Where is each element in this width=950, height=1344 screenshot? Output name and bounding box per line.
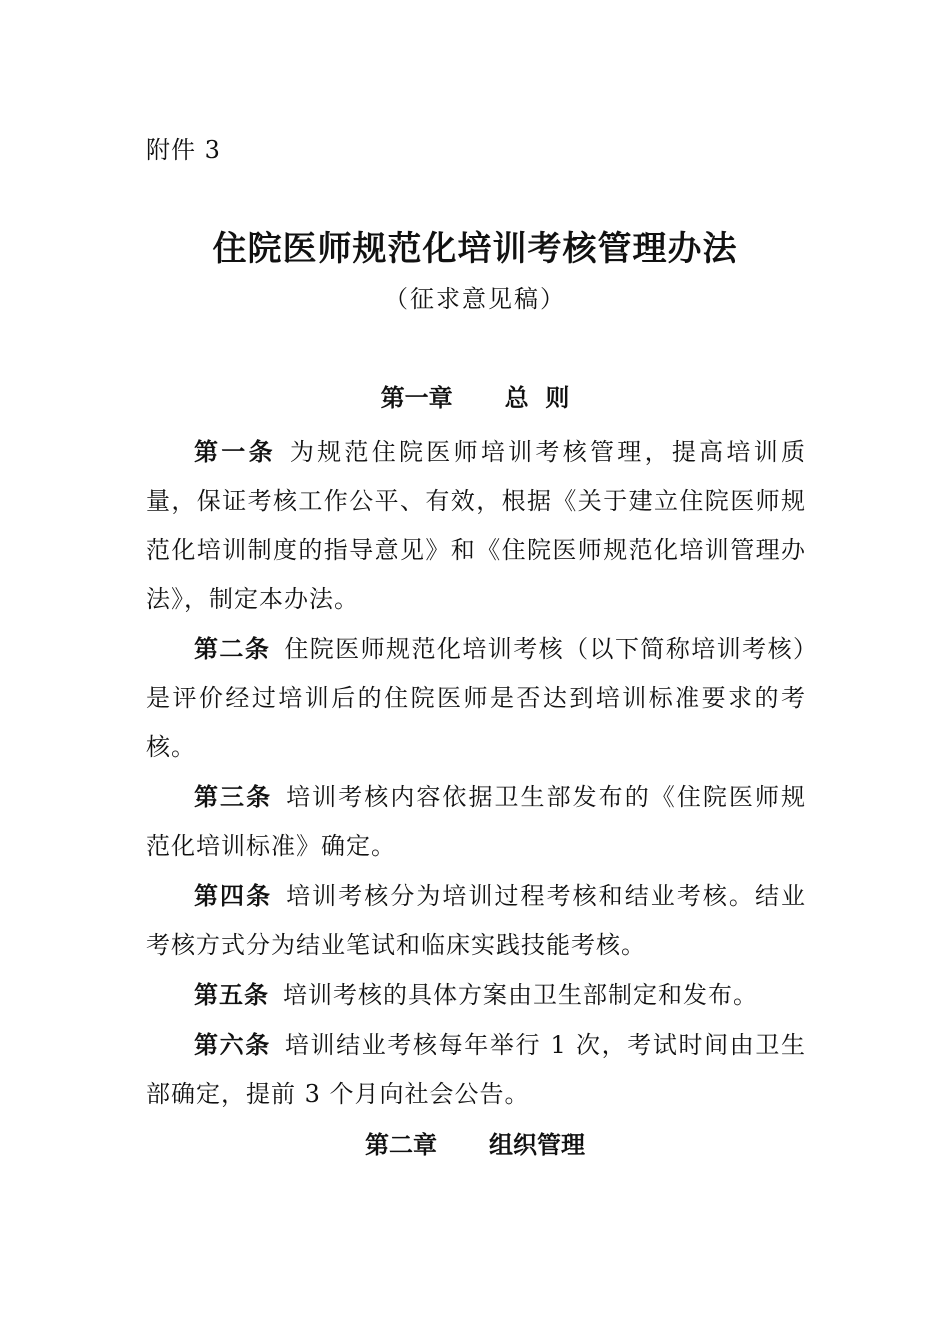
article-paragraph: [146, 872, 806, 970]
article-label: 第六条: [194, 1031, 271, 1059]
article-paragraph: [146, 971, 806, 1020]
chapter-heading: [0, 1128, 950, 1162]
chapter-number: 第一章: [380, 384, 453, 412]
chapter-heading: [0, 381, 950, 415]
article-paragraph: [146, 773, 806, 871]
article-paragraph: [146, 1021, 806, 1119]
article-label: 第四条: [194, 882, 273, 910]
article-text: 培训考核内容依据卫生部发布的《住院医师规范化培训标准》确定。: [146, 783, 807, 860]
article-label: 第五条: [194, 981, 269, 1009]
chapter-name: 总 则: [504, 384, 570, 412]
document-title: 住院医师规范化培训考核管理办法: [212, 229, 738, 269]
article-text: 培训考核分为培训过程考核和结业考核。结业考核方式分为结业笔试和临床实践技能考核。: [146, 882, 807, 959]
article-label: 第二条: [194, 635, 271, 663]
document-subtitle: （征求意见稿）: [384, 285, 566, 313]
attachment-label: 附件 3: [146, 136, 221, 164]
article-text: 培训考核的具体方案由卫生部制定和发布。: [283, 981, 758, 1009]
article-paragraph: [146, 625, 806, 772]
chapter-name: 组织管理: [489, 1131, 585, 1159]
article-label: 第三条: [194, 783, 273, 811]
article-text: 住院医师规范化培训考核（以下简称培训考核）是评价经过培训后的住院医师是否达到培训标准要求的考核。: [146, 635, 807, 761]
article-label: 第一条: [194, 438, 276, 466]
article-text: 培训结业考核每年举行 1 次，考试时间由卫生部确定，提前 3 个月向社会公告。: [146, 1031, 806, 1108]
chapter-number: 第二章: [365, 1131, 437, 1159]
article-paragraph: [146, 428, 806, 624]
article-text: 为规范住院医师培训考核管理，提高培训质量，保证考核工作公平、有效，根据《关于建立住院医师规范化培训制度的指导意见》和《住院医师规范化培训管理办法》，制定本办法。: [146, 438, 807, 613]
